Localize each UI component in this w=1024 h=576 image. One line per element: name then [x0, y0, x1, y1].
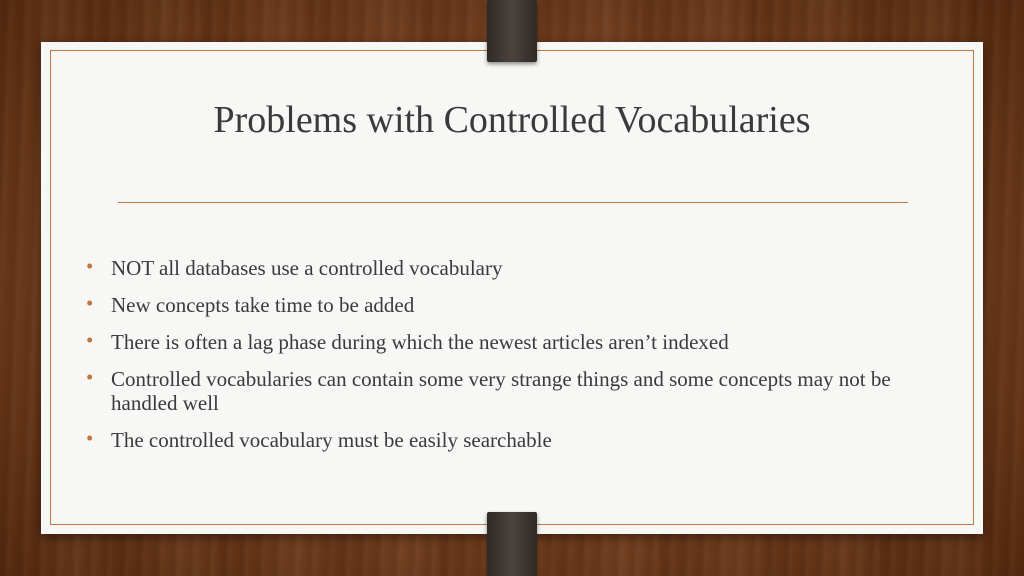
bullet-item [85, 428, 905, 452]
bullet-text: NOT all databases use a controlled vocabulary [111, 256, 503, 280]
bullet-icon: • [86, 426, 94, 450]
bullet-text: The controlled vocabulary must be easily searchable [111, 428, 552, 452]
bullet-icon: • [86, 254, 94, 278]
title-divider [118, 202, 908, 203]
bullet-icon: • [86, 365, 94, 389]
slide-card [41, 42, 983, 534]
bullet-text: New concepts take time to be added [111, 293, 415, 317]
bullet-text: Controlled vocabularies can contain some very strange things and some concepts may not be handled well [111, 367, 891, 415]
bullet-text: There is often a lag phase during which the newest articles aren’t indexed [111, 330, 729, 354]
bullet-item [85, 330, 905, 354]
bullet-icon: • [86, 328, 94, 352]
bottom-clip [487, 512, 537, 576]
bullet-list [85, 256, 905, 465]
bullet-item [85, 293, 905, 317]
bullet-icon: • [86, 291, 94, 315]
bullet-item [85, 256, 905, 280]
top-clip [487, 0, 537, 62]
bullet-item [85, 367, 905, 415]
slide-title: Problems with Controlled Vocabularies [213, 99, 811, 141]
